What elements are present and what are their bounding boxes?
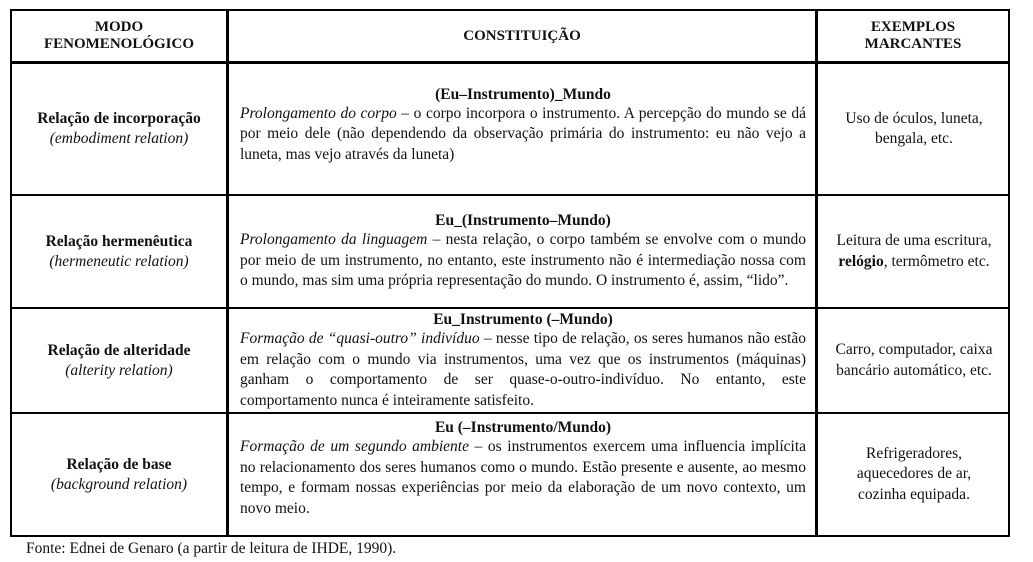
row-2-mode — [12, 196, 226, 307]
row-2-lead: Prolongamento da linguagem — [240, 231, 428, 249]
row-2-mode-name: Relação hermenêutica — [45, 232, 193, 250]
header-examples — [818, 11, 1008, 61]
row-2-constitution — [240, 196, 806, 307]
row-3-body: – nesse tipo de relação, os seres humanos não estão em relação com o mundo via instrumentos, uma vez que os instrumentos (máquinas) ganham o comportamento de ser quase-o-outro-indivíduo. No entanto, este comportamento nunca é inteiramente satisfeito. — [240, 330, 806, 409]
row-3-mode-name: Relação de alteridade — [47, 341, 191, 359]
row-1-mode — [12, 64, 226, 194]
row-2-examples-post: , termômetro etc. — [883, 252, 990, 270]
row-4-constitution — [240, 414, 806, 535]
header-examples-line-2: MARCANTES — [864, 36, 962, 52]
row-3-description — [240, 329, 806, 411]
row-2-examples-bold: relógio — [838, 252, 884, 270]
header-constitution — [229, 11, 815, 61]
row-4-body: – os instrumentos exercem uma influencia implícita no relacionamento dos seres humanos como o mundo. Estão presente e ausente, ao mesmo tempo, e formam nossas experiências por meio da elaboração de um novo contexto, um novo meio. — [240, 438, 806, 517]
row-2-examples-text: Leitura de uma escritura, — [836, 232, 992, 249]
row-4-formula: Eu (–Instrumento/Mundo) — [434, 419, 612, 436]
row-1-examples-text: Uso de óculos, luneta, bengala, etc. — [845, 109, 983, 147]
row-1-constitution — [240, 64, 806, 194]
row-3-lead: Formação de “quasi-outro” indivíduo — [240, 330, 480, 347]
row-4-mode-name: Relação de base — [66, 455, 172, 473]
header-mode — [12, 11, 226, 61]
row-4-examples — [842, 414, 986, 535]
row-2-mode-en: (hermeneutic relation) — [49, 252, 189, 270]
col-rule-1 — [226, 11, 229, 535]
row-3-formula: Eu_Instrumento (–Mundo) — [433, 311, 613, 328]
row-1-lead: Prolongamento do corpo — [240, 104, 397, 122]
header-examples-line-1: EXEMPLOS — [870, 19, 956, 35]
col-rule-2 — [815, 11, 818, 535]
row-2-examples — [834, 196, 994, 307]
row-4-mode-en: (background relation) — [50, 475, 188, 493]
row-1-description — [240, 104, 806, 166]
row-4-examples-text: Refrigeradores, aquecedores de ar, cozinha equipada. — [856, 444, 972, 503]
row-2-formula: Eu_(Instrumento–Mundo) — [435, 212, 611, 230]
header-constitution-label: CONSTITUIÇÃO — [463, 27, 581, 44]
row-1-body: – o corpo incorpora o instrumento. A percepção do mundo se dá por meio dele (não dependendo da observação primária do instrumento: eu não vejo a luneta, mas vejo através da luneta) — [240, 104, 806, 163]
row-4-lead: Formação de um segundo ambiente — [240, 438, 469, 455]
header-mode-line-1: MODO — [94, 19, 144, 35]
row-1-formula: (Eu–Instrumento)_Mundo — [435, 85, 611, 103]
phenomenological-modes-table — [10, 9, 1010, 537]
row-4-description — [240, 437, 806, 519]
source-caption: Fonte: Ednei de Genaro (a partir de leitura de IHDE, 1990). — [26, 540, 397, 557]
row-3-examples — [834, 309, 994, 412]
row-2-body: – nesta relação, o corpo também se envolve com o mundo por meio de um instrumento, no entanto, este instrumento não é intermediação nossa com o mundo, mas sim uma própria representação do mundo. O instrumento é, assim, “lido”. — [240, 231, 806, 290]
row-1-examples — [826, 64, 1002, 194]
row-4-mode — [12, 414, 226, 535]
row-3-mode — [12, 309, 226, 412]
row-1-mode-name: Relação de incorporação — [37, 110, 201, 127]
row-3-examples-text: Carro, computador, caixa bancário automático, etc. — [835, 341, 993, 379]
row-3-mode-en: (alterity relation) — [65, 361, 173, 379]
row-1-mode-en: (embodiment relation) — [49, 130, 189, 147]
row-2-description — [240, 230, 806, 292]
row-3-constitution — [240, 309, 806, 412]
header-mode-line-2: FENOMENOLÓGICO — [43, 36, 194, 52]
